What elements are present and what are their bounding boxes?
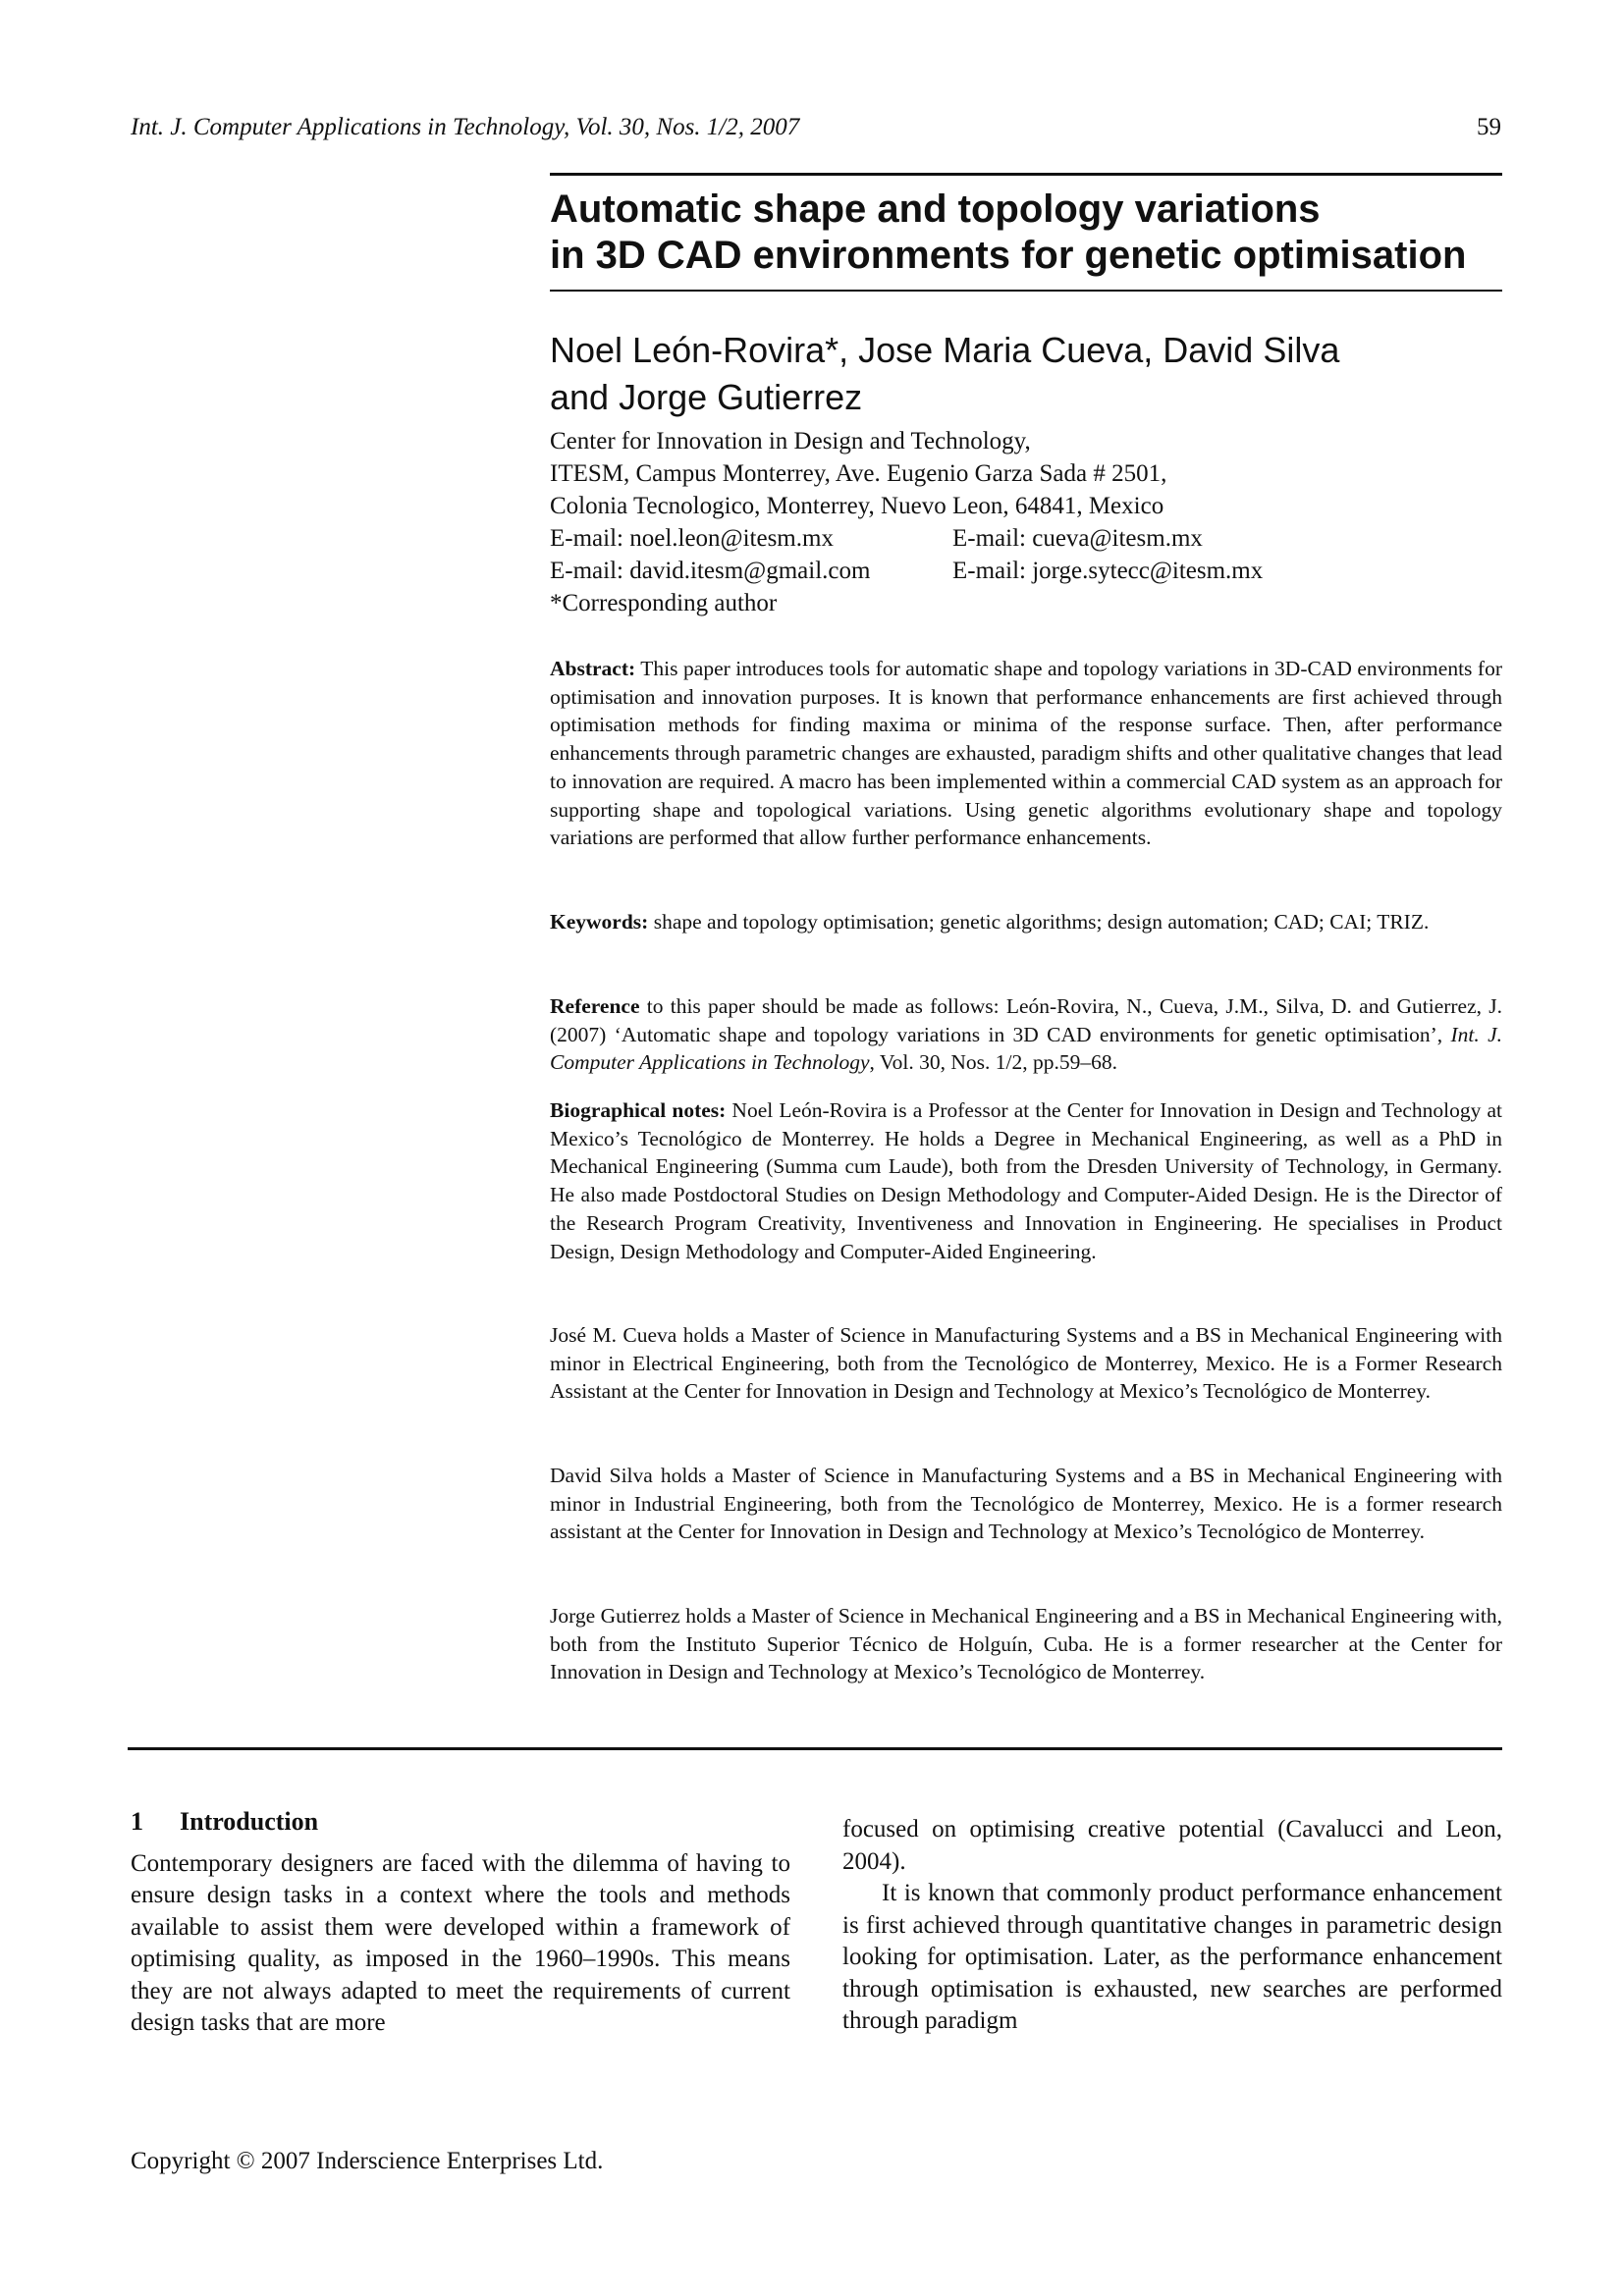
title-bottom-rule [550, 290, 1502, 292]
bio-gutierrez: Jorge Gutierrez holds a Master of Science in Mechanical Engineering and a BS in Mechanical Engineering with, both from the Instituto Superior Técnico de Holguín, Cuba. He is a former researcher at the Center for Innovation in Design and Technology at Mexico’s Tecnológico de Monterrey. [550, 1604, 1502, 1684]
authors-line-2: and Jorge Gutierrez [550, 377, 863, 417]
front-matter-rule [128, 1747, 1502, 1750]
biographical-notes [550, 1096, 1502, 1265]
title-line-2: in 3D CAD environments for genetic optimisation [550, 234, 1467, 277]
affiliation-block [550, 425, 1263, 619]
affiliation-line-3: Colonia Tecnologico, Monterrey, Nuevo Leon, 64841, Mexico [550, 493, 1164, 519]
intro-left-column [131, 1806, 790, 2040]
running-head: Int. J. Computer Applications in Technology, Vol. 30, Nos. 1/2, 2007 [131, 114, 800, 140]
reference-text: to this paper should be made as follows: León-Rovira, N., Cueva, J.M., Silva, D. and Gutierrez, J. (2007) ‘Automatic shape and topology variations in 3D CAD environments for genetic optimisation’, [550, 994, 1503, 1046]
abstract-text: This paper introduces tools for automatic shape and topology variations in 3D-CAD environments for optimisation and innovation purposes. It is known that performance enhancements are first achieved through optimisation methods for finding maxima or minima of the response surface. Then, after performance enhancements through parametric changes are exhausted, paradigm shifts and other qualitative changes that lead to innovation are required. A macro has been implemented within a commercial CAD system as an approach for supporting shape and topological variations. Using genetic algorithms evolutionary shape and topology variations are performed that allow further performance enhancements. [550, 657, 1502, 850]
email-jorge[interactable]: E-mail: jorge.sytecc@itesm.mx [952, 558, 1264, 584]
reference [550, 992, 1502, 1077]
authors-line-1: Noel León-Rovira*, Jose Maria Cueva, David Silva [550, 330, 1340, 370]
section-title: Introduction [180, 1807, 319, 1836]
page-number: 59 [1477, 114, 1501, 140]
title-line-1: Automatic shape and topology variations [550, 187, 1321, 231]
email-noel[interactable]: E-mail: noel.leon@itesm.mx [550, 525, 834, 552]
email-david[interactable]: E-mail: david.itesm@gmail.com [550, 558, 871, 584]
bio-silva: David Silva holds a Master of Science in Manufacturing Systems and a BS in Mechanical Engineering with minor in Industrial Engineering, both from the Tecnológico de Monterrey, Mexico. He is a former research assistant at the Center for Innovation in Design and Technology at Mexico’s Tecnológico de Monterrey. [550, 1464, 1502, 1544]
copyright-notice: Copyright © 2007 Inderscience Enterprises Ltd. [131, 2148, 604, 2174]
paper-title [550, 187, 1502, 279]
bio-label: Biographical notes: [550, 1098, 727, 1122]
keywords-text: shape and topology optimisation; genetic algorithms; design automation; CAD; CAI; TRIZ. [653, 910, 1430, 934]
affiliation-line-2: ITESM, Campus Monterrey, Ave. Eugenio Garza Sada # 2501, [550, 460, 1167, 487]
intro-right-column [842, 1814, 1502, 2038]
email-row-2 [550, 555, 1263, 587]
keywords [550, 908, 1502, 936]
author-list [550, 327, 1339, 421]
bio-cueva: José M. Cueva holds a Master of Science in Manufacturing Systems and a BS in Mechanical Engineering with minor in Electrical Engineering, both from the Tecnológico de Monterrey, Mexico. He is a Former Research Assistant at the Center for Innovation in Design and Technology at Mexico’s Tecnológico de Monterrey. [550, 1323, 1502, 1404]
intro-paragraph-1: Contemporary designers are faced with the dilemma of having to ensure design tasks in a context where the tools and methods available to assist them were developed within a framework of optimising quality, as imposed in the 1960–1990s. This means they are not always adapted to meet the requirements of current design tasks that are more [131, 1849, 790, 2036]
abstract-label: Abstract: [550, 657, 636, 680]
reference-volume: , Vol. 30, Nos. 1/2, pp.59–68. [869, 1050, 1117, 1075]
reference-journal: Int. J. Computer Applications in Technology [550, 1022, 1502, 1075]
email-row-1 [550, 522, 1263, 555]
corresponding-author-note: *Corresponding author [550, 590, 778, 616]
intro-paragraph-continued: focused on optimising creative potential (Cavalucci and Leon, 2004). [842, 1816, 1502, 1875]
keywords-label: Keywords: [550, 910, 649, 934]
email-cueva[interactable]: E-mail: cueva@itesm.mx [952, 525, 1203, 552]
abstract [550, 655, 1502, 852]
section-heading [131, 1806, 790, 1839]
title-top-rule [550, 173, 1502, 176]
reference-label: Reference [550, 994, 640, 1018]
section-number: 1 [131, 1807, 143, 1836]
affiliation-line-1: Center for Innovation in Design and Technology, [550, 428, 1031, 454]
intro-paragraph-2: It is known that commonly product performance enhancement is first achieved through quantitative changes in parametric design looking for optimisation. Later, as the performance enhancement through optimisation is exhausted, new searches are performed through paradigm [842, 1880, 1502, 2034]
bio-leon-rovira: Noel León-Rovira is a Professor at the Center for Innovation in Design and Technology at Mexico’s Tecnológico de Monterrey. He holds a Degree in Mechanical Engineering, as well as a PhD in Mechanical Engineering (Summa cum Laude), both from the Dresden University of Technology, in Germany. He also made Postdoctoral Studies on Design Methodology and Computer-Aided Design. He is the Director of the Research Program Creativity, Inventiveness and Innovation in Engineering. He specialises in Product Design, Design Methodology and Computer-Aided Engineering. [550, 1098, 1502, 1263]
